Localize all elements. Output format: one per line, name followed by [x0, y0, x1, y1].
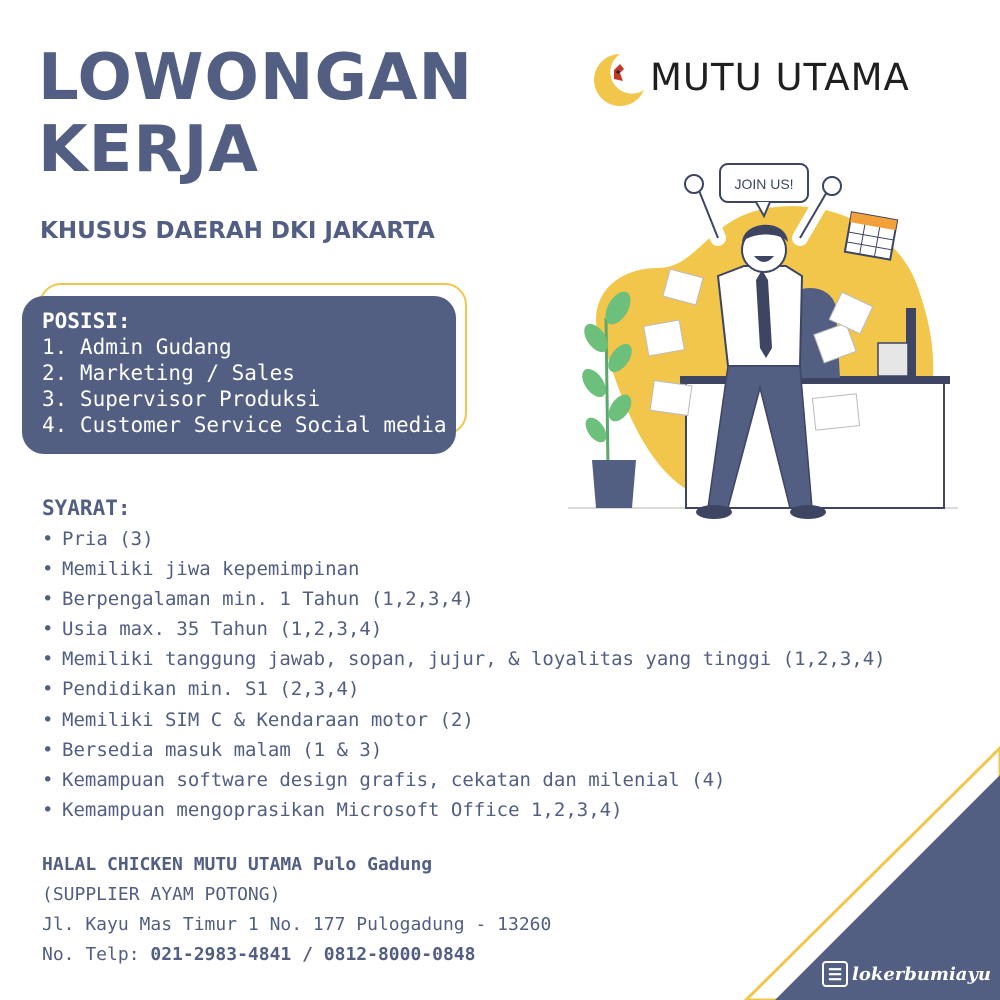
logo-text: MUTU UTAMA [650, 56, 910, 99]
posisi-item: 2. Marketing / Sales [42, 361, 295, 385]
syarat-item: • Usia max. 35 Tahun (1,2,3,4) [42, 614, 886, 644]
posisi-heading: POSISI: [42, 309, 131, 333]
syarat-section [42, 494, 886, 825]
book-icon: ☰ [822, 961, 848, 987]
company-logo [594, 50, 964, 110]
company-phone-line [42, 940, 551, 970]
company-address: Jl. Kayu Mas Timur 1 No. 177 Pulogadung - 13260 [42, 914, 552, 935]
title-line-1: LOWONGAN [38, 41, 474, 115]
watermark-text: lokerbumiayu [852, 963, 992, 985]
syarat-item: • Memiliki SIM C & Kendaraan motor (2) [42, 705, 886, 735]
watermark [822, 958, 991, 990]
syarat-item: • Pria (3) [42, 524, 886, 554]
syarat-list [42, 524, 886, 825]
syarat-item: • Berpengalaman min. 1 Tahun (1,2,3,4) [42, 584, 886, 614]
syarat-item: • Pendidikan min. S1 (2,3,4) [42, 674, 886, 704]
page-title [38, 42, 473, 186]
speech-bubble-text: JOIN US! [734, 176, 794, 192]
syarat-item: • Bersedia masuk malam (1 & 3) [42, 735, 886, 765]
join-us-illustration [568, 158, 958, 528]
posisi-list [42, 334, 456, 438]
region-subtitle: KHUSUS DAERAH DKI JAKARTA [40, 218, 435, 244]
chicken-crescent-icon [594, 52, 646, 108]
phone-label: No. Telp: [42, 944, 151, 965]
company-type: (SUPPLIER AYAM POTONG) [42, 884, 281, 905]
syarat-item: • Memiliki tanggung jawab, sopan, jujur, & loyalitas yang tinggi (1,2,3,4) [42, 644, 886, 674]
posisi-item: 3. Supervisor Produksi [42, 387, 321, 411]
syarat-item: • Kemampuan software design grafis, cekatan dan milenial (4) [42, 765, 886, 795]
company-name: HALAL CHICKEN MUTU UTAMA Pulo Gadung [42, 854, 433, 875]
title-line-2: KERJA [38, 113, 259, 187]
syarat-item: • Memiliki jiwa kepemimpinan [42, 554, 886, 584]
phone-number: 021-2983-4841 / 0812-8000-0848 [150, 944, 476, 965]
posisi-item: 4. Customer Service Social media [42, 413, 447, 437]
posisi-panel [22, 296, 456, 454]
posisi-item: 1. Admin Gudang [42, 335, 232, 359]
company-info [42, 850, 551, 970]
syarat-item: • Kemampuan mengoprasikan Microsoft Office 1,2,3,4) [42, 795, 886, 825]
syarat-heading: SYARAT: [42, 496, 131, 520]
